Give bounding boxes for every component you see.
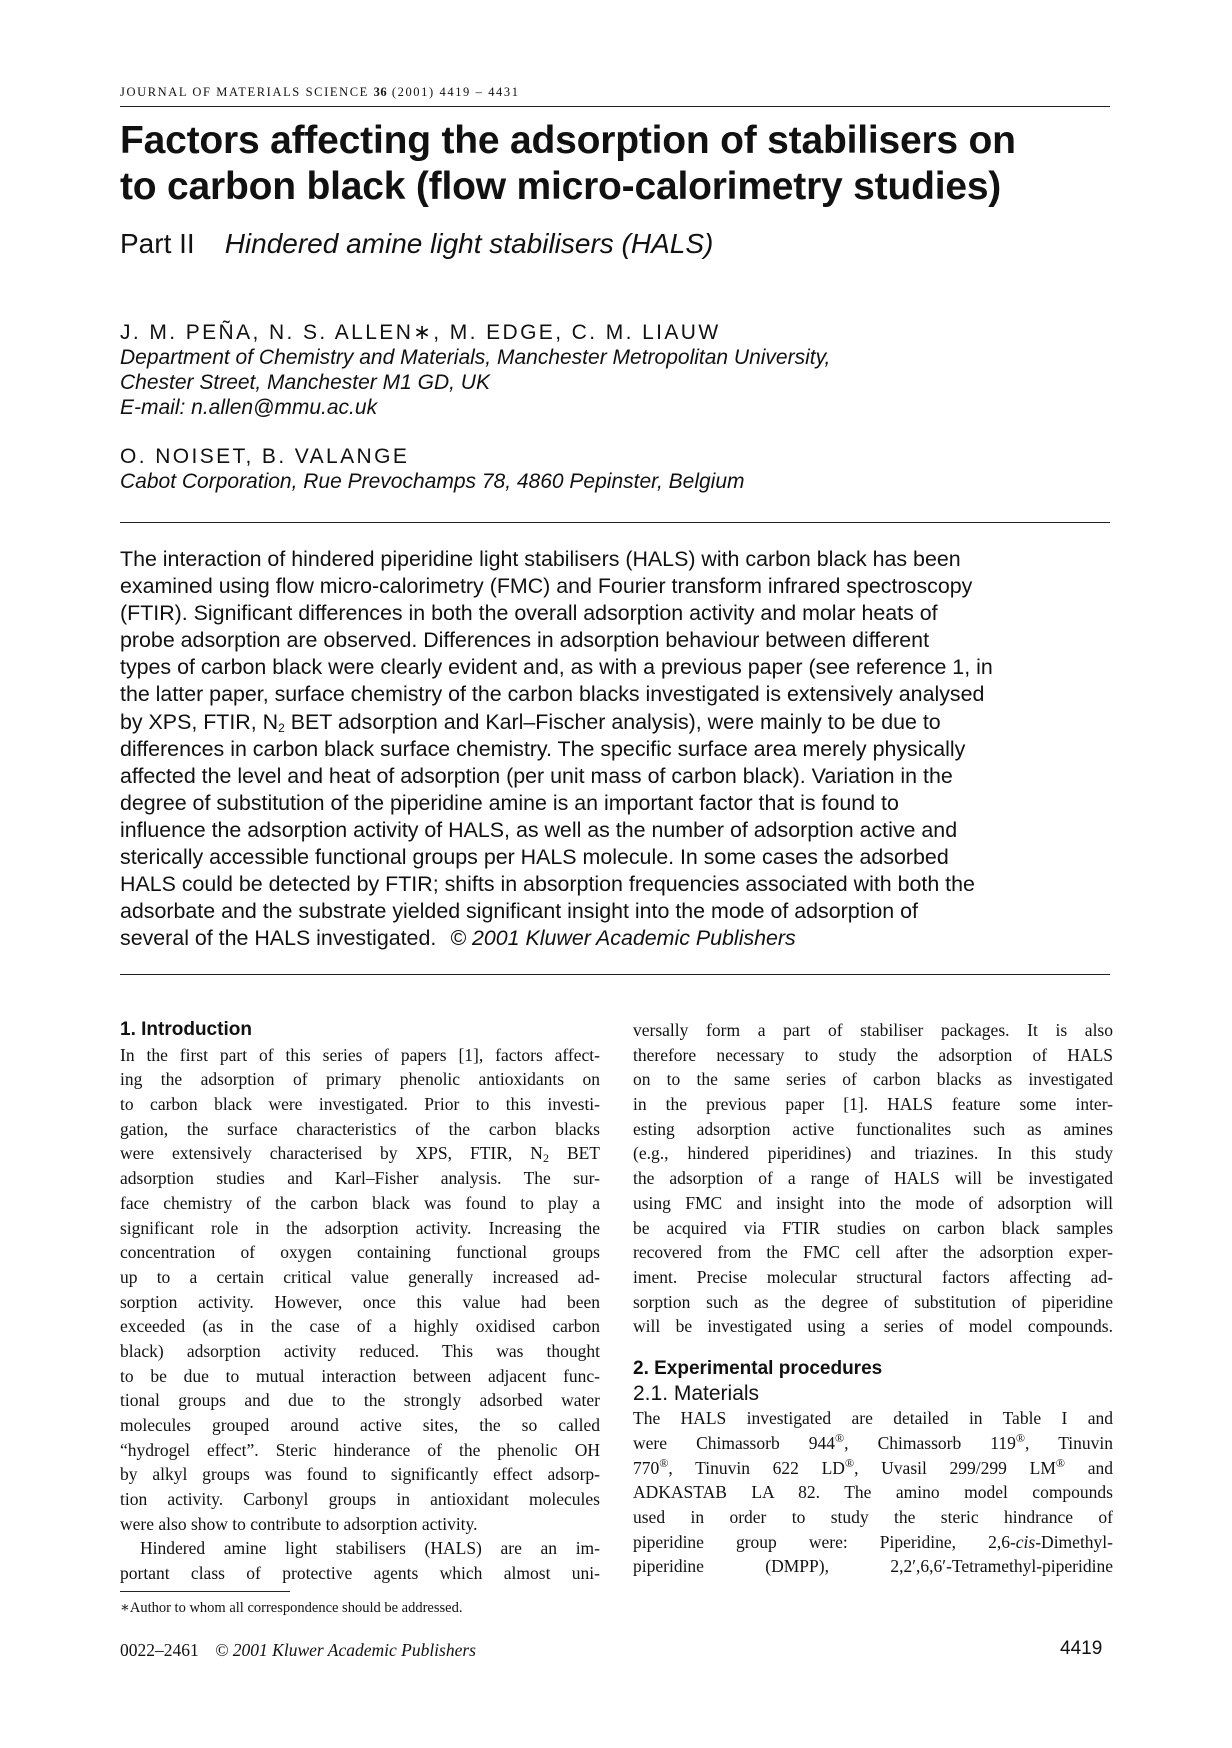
body-text: piperidine group were: Piperidine, 2,6- bbox=[633, 1531, 1016, 1552]
body-line: therefore necessary to study the adsorption of HALS bbox=[633, 1044, 1113, 1065]
body-text: , Chimassorb 119 bbox=[844, 1433, 1016, 1453]
body-line: sorption such as the degree of substitution of piperidine bbox=[633, 1291, 1113, 1312]
author-list-2: O. NOISET, B. VALANGE bbox=[120, 445, 410, 468]
section-gap bbox=[633, 1339, 1113, 1357]
abstract-line: probe adsorption are observed. Differences in adsorption behaviour between different bbox=[120, 628, 930, 653]
affiliation-line: Cabot Corporation, Rue Prevochamps 78, 4860 Pepinster, Belgium bbox=[120, 470, 745, 493]
issn: 0022–2461 bbox=[120, 1640, 199, 1660]
part-subtitle bbox=[120, 227, 713, 261]
running-header bbox=[120, 85, 1110, 100]
abstract-line: degree of substitution of the piperidine amine is an important factor that is found to bbox=[120, 790, 899, 815]
section-heading: 2. Experimental procedures bbox=[633, 1357, 883, 1379]
body-text: were extensively characterised by XPS, FTIR, N bbox=[120, 1143, 543, 1164]
body-line: tional groups and due to the strongly adsorbed water bbox=[120, 1390, 600, 1411]
body-line: adsorption studies and Karl–Fisher analysis. The sur- bbox=[120, 1168, 600, 1189]
abstract-line: HALS could be detected by FTIR; shifts in absorption frequencies associated with both the bbox=[120, 872, 975, 897]
abstract-line: examined using flow micro-calorimetry (FMC) and Fourier transform infrared spectroscopy bbox=[120, 574, 973, 599]
registered-mark: ® bbox=[1015, 1431, 1026, 1445]
journal-name: JOURNAL OF MATERIALS SCIENCE bbox=[120, 85, 369, 99]
body-line: in the previous paper [1]. HALS feature some inter- bbox=[633, 1094, 1113, 1115]
section-heading: 1. Introduction bbox=[120, 1019, 252, 1040]
body-text: 770 bbox=[633, 1457, 660, 1478]
header-rule bbox=[120, 106, 1110, 107]
body-line: significant role in the adsorption activity. Increasing the bbox=[120, 1217, 600, 1238]
registered-mark: ® bbox=[844, 1455, 855, 1470]
journal-volume: 36 bbox=[373, 85, 388, 99]
body-line bbox=[633, 1456, 1113, 1481]
footnote: ∗Author to whom all correspondence should be addressed. bbox=[120, 1600, 463, 1616]
body-line: to carbon black were investigated. Prior to this investi- bbox=[120, 1094, 600, 1115]
body-text: -Dimethyl- bbox=[1035, 1531, 1113, 1552]
body-line: ADKASTAB LA 82. The amino model compounds bbox=[633, 1482, 1113, 1503]
abstract-line bbox=[120, 925, 1120, 952]
abstract-line: affected the level and heat of adsorption (per unit mass of carbon black). Variation in the bbox=[120, 763, 953, 788]
article-title bbox=[120, 118, 1120, 210]
body-line: piperidine (DMPP), 2,2′,6,6′-Tetramethyl-piperidine bbox=[633, 1556, 1113, 1577]
abstract-line: adsorbate and the substrate yielded significant insight into the mode of adsorption of bbox=[120, 899, 918, 924]
abstract-line: sterically accessible functional groups per HALS molecule. In some cases the adsorbed bbox=[120, 845, 949, 870]
abstract-text: several of the HALS investigated. bbox=[120, 926, 437, 951]
body-line: (e.g., hindered piperidines) and triazines. In this study bbox=[633, 1143, 1113, 1164]
subscript: 2 bbox=[278, 720, 285, 735]
affiliation-2 bbox=[120, 469, 1120, 494]
registered-mark: ® bbox=[835, 1431, 845, 1445]
subscript: 2 bbox=[542, 1151, 549, 1166]
body-line: up to a certain critical value generally increased ad- bbox=[120, 1266, 600, 1287]
body-line: using FMC and insight into the mode of adsorption will bbox=[633, 1192, 1113, 1213]
body-line: will be investigated using a series of model compounds. bbox=[633, 1316, 1113, 1337]
body-line: versally form a part of stabiliser packages. It is also bbox=[633, 1020, 1113, 1040]
body-line: In the first part of this series of papers [1], factors affect- bbox=[120, 1044, 600, 1065]
body-line: to be due to mutual interaction between adjacent func- bbox=[120, 1365, 600, 1386]
body-text: BET bbox=[548, 1143, 600, 1164]
subsection-heading: 2.1. Materials bbox=[633, 1381, 760, 1405]
registered-mark: ® bbox=[1055, 1455, 1066, 1470]
body-text: , Tinuvin bbox=[1025, 1433, 1113, 1453]
abstract-line: the latter paper, surface chemistry of the carbon blacks investigated is extensively analysed bbox=[120, 682, 985, 707]
abstract-line: (FTIR). Significant differences in both the overall adsorption activity and molar heats of bbox=[120, 601, 938, 626]
body-line: ing the adsorption of primary phenolic antioxidants on bbox=[120, 1069, 600, 1090]
footnote-rule bbox=[120, 1591, 290, 1592]
title-line: Factors affecting the adsorption of stabilisers on bbox=[120, 119, 1016, 162]
body-text: , Tinuvin 622 LD bbox=[668, 1457, 845, 1478]
italic-text: cis bbox=[1015, 1531, 1036, 1552]
affiliation-line: Department of Chemistry and Materials, Manchester Metropolitan University, bbox=[120, 346, 831, 369]
affiliation-1 bbox=[120, 345, 1120, 420]
body-line: portant class of protective agents which almost uni- bbox=[120, 1563, 600, 1584]
body-text: , Uvasil 299/299 LM bbox=[854, 1457, 1056, 1478]
abstract-top-rule bbox=[120, 522, 1110, 523]
part-subtitle-text: Hindered amine light stabilisers (HALS) bbox=[224, 228, 714, 259]
body-line: exceeded (as in the case of a highly oxidised carbon bbox=[120, 1316, 600, 1337]
title-line: to carbon black (flow micro-calorimetry studies) bbox=[120, 165, 1002, 208]
body-line: black) adsorption activity reduced. This was thought bbox=[120, 1340, 600, 1361]
body-line: “hydrogel effect”. Steric hinderance of the phenolic OH bbox=[120, 1439, 600, 1460]
body-text: were Chimassorb 944 bbox=[633, 1433, 836, 1453]
body-line: recovered from the FMC cell after the adsorption exper- bbox=[633, 1242, 1113, 1263]
author-list-1: J. M. PEÑA, N. S. ALLEN∗, M. EDGE, C. M. LIAUW bbox=[120, 321, 721, 344]
part-label: Part II bbox=[120, 228, 195, 259]
right-column bbox=[633, 1018, 1113, 1579]
page-number: 4419 bbox=[1060, 1638, 1103, 1659]
footer-copyright: © 2001 Kluwer Academic Publishers bbox=[215, 1640, 476, 1660]
body-line: face chemistry of the carbon black was found to play a bbox=[120, 1192, 600, 1213]
body-line bbox=[120, 1141, 600, 1166]
body-line: be acquired via FTIR studies on carbon black samples bbox=[633, 1217, 1113, 1238]
footer-left bbox=[120, 1640, 476, 1661]
body-line: gation, the surface characteristics of the carbon blacks bbox=[120, 1118, 600, 1139]
affiliation-line: Chester Street, Manchester M1 GD, UK bbox=[120, 371, 490, 394]
body-line bbox=[633, 1530, 1113, 1555]
abstract-line: differences in carbon black surface chemistry. The specific surface area merely physically bbox=[120, 736, 966, 761]
body-line: on to the same series of carbon blacks as investigated bbox=[633, 1069, 1113, 1090]
abstract bbox=[120, 546, 1120, 952]
body-line: were also show to contribute to adsorption activity. bbox=[120, 1513, 478, 1534]
body-line: molecules grouped around active sites, the so called bbox=[120, 1415, 600, 1435]
body-line: The HALS investigated are detailed in Table I and bbox=[633, 1408, 1113, 1429]
journal-year-pages: (2001) 4419 – 4431 bbox=[391, 85, 520, 99]
body-line: iment. Precise molecular structural factors affecting ad- bbox=[633, 1266, 1113, 1287]
body-line bbox=[633, 1431, 1113, 1456]
abstract-copyright: © 2001 Kluwer Academic Publishers bbox=[450, 926, 796, 951]
abstract-line bbox=[120, 709, 1120, 736]
body-line: by alkyl groups was found to significantly effect adsorp- bbox=[120, 1464, 600, 1485]
email-line: E-mail: n.allen@mmu.ac.uk bbox=[120, 396, 378, 419]
body-line: Hindered amine light stabilisers (HALS) are an im- bbox=[140, 1538, 600, 1559]
abstract-line: The interaction of hindered piperidine light stabilisers (HALS) with carbon black has been bbox=[120, 547, 961, 571]
abstract-text: BET adsorption and Karl–Fischer analysis), were mainly to be due to bbox=[284, 709, 941, 734]
abstract-line: types of carbon black were clearly evident and, as with a previous paper (see reference 1, in bbox=[120, 655, 993, 680]
body-line: tion activity. Carbonyl groups in antioxidant molecules bbox=[120, 1489, 600, 1510]
left-column bbox=[120, 1018, 600, 1586]
body-text: and bbox=[1065, 1457, 1113, 1478]
abstract-text: by XPS, FTIR, N bbox=[120, 709, 279, 734]
body-line: esting adsorption active functionalites such as amines bbox=[633, 1118, 1113, 1139]
body-line: sorption activity. However, once this value had been bbox=[120, 1291, 600, 1312]
abstract-bottom-rule bbox=[120, 974, 1110, 975]
registered-mark: ® bbox=[659, 1455, 669, 1470]
body-line: the adsorption of a range of HALS will be investigated bbox=[633, 1168, 1113, 1189]
abstract-line: influence the adsorption activity of HALS, as well as the number of adsorption active and bbox=[120, 817, 958, 842]
body-line: used in order to study the steric hindrance of bbox=[633, 1507, 1113, 1528]
body-line: concentration of oxygen containing functional groups bbox=[120, 1242, 600, 1263]
